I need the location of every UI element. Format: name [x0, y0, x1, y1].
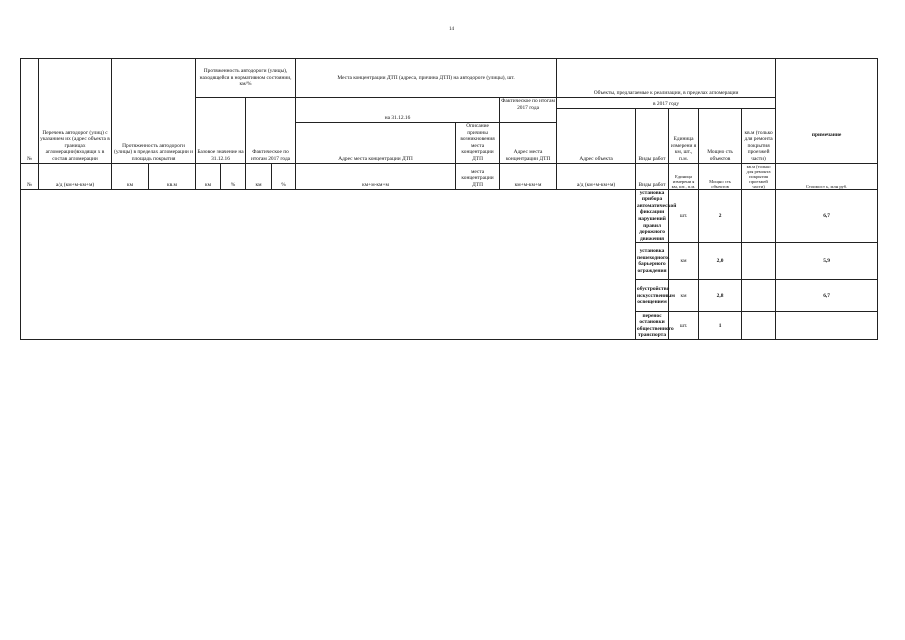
- capacity-cell: 2,8: [699, 280, 742, 312]
- header-actual-2017: Фактическое по итогам 2017 года: [246, 98, 296, 164]
- cost-cell: [776, 312, 878, 340]
- cost-cell: 6,7: [776, 280, 878, 312]
- units-num: №: [21, 163, 39, 189]
- units-cell: %: [221, 163, 246, 189]
- units-cell: кв.м (только для ремонта покрытия проезжей части): [742, 163, 776, 189]
- units-cell: км+м-км+м: [296, 163, 456, 189]
- work-cell: обустройство искусственным освещением: [636, 280, 669, 312]
- header-as-of: на 31.12.16: [296, 98, 500, 123]
- header-objects: Объекты, предлагаемые к реализации, в пределах агломерации: [557, 59, 776, 98]
- work-cell: перенос остановки общественного транспорта: [637, 312, 674, 339]
- header-actual-dtp: Фактическое по итогам 2017 года: [500, 98, 557, 123]
- work-cell: установка прибора автоматической фиксации нарушений правил дорожного движения: [637, 189, 677, 242]
- km-repair-cell: [742, 243, 776, 280]
- blank-area: [21, 189, 636, 340]
- header-work-types: Виды работ: [636, 109, 669, 164]
- header-in-2017: в 2017 году: [557, 98, 776, 109]
- units-cell: км: [196, 163, 221, 189]
- header-dtp-address: Адрес места концентрации ДТП: [296, 123, 456, 164]
- page-number: 14: [449, 27, 454, 32]
- units-cell: %: [272, 163, 296, 189]
- unit-cell: шт.: [669, 312, 699, 340]
- km-repair-cell: [742, 280, 776, 312]
- units-cell: км: [112, 163, 149, 189]
- km-repair-cell: [742, 312, 776, 340]
- header-roads: Перечень автодорог (улиц) с указанием их (адрес объекта в границах агломерации)входящи х в состав агломерации: [39, 59, 112, 164]
- header-dtp-address2: Адрес места концентрации ДТП: [500, 123, 557, 164]
- header-unit: Единица измерени я км, шт., п.м.: [669, 109, 699, 164]
- cost-cell: 5,9: [776, 243, 878, 280]
- unit-cell: км: [669, 280, 699, 312]
- unit-cell: шт.: [669, 189, 699, 243]
- table-row: [21, 189, 878, 243]
- km-repair-cell: [742, 189, 776, 243]
- capacity-cell: 1: [699, 312, 742, 340]
- header-capacity: Мощно сть объектов: [699, 109, 742, 164]
- header-object-address: Адрес объекта: [557, 109, 636, 164]
- header-normative: Протяженность автодороги (улицы), находящейся в нормативном состоянии, км/%: [196, 59, 296, 98]
- header-dtp-places: Места концентрации ДТП (адреса, причина ДТП) на автодороге (улицы), шт.: [296, 59, 557, 98]
- units-cell: км+м-км+м: [500, 163, 557, 189]
- header-base-value: Базовое значение на 31.12.16: [196, 98, 246, 164]
- header-km-repair: кв.м (только для ремонта покрытия проезжей части): [742, 109, 776, 164]
- units-cell: км: [246, 163, 272, 189]
- units-cell: а/д (км+м-км+м): [557, 163, 636, 189]
- cost-cell: 6,7: [776, 189, 878, 243]
- capacity-cell: 2,0: [699, 243, 742, 280]
- units-cell: Единица измерени я км, шт., п.м.: [669, 163, 699, 189]
- units-cell: Мощно сть объектов: [699, 163, 742, 189]
- units-cell: Стоимост ь, млн руб.: [776, 163, 878, 189]
- header-work-types-repeat: Виды работ: [636, 163, 669, 189]
- unit-cell: км: [669, 243, 699, 280]
- units-cell: кв.м: [149, 163, 196, 189]
- capacity-cell: 2: [699, 189, 742, 243]
- units-cell: а/д (км+м-км+м): [39, 163, 112, 189]
- header-dtp-causes: Описание причины возникновения места концентрации ДТП: [456, 123, 500, 164]
- data-table: [20, 58, 878, 340]
- work-cell: установка пешеходного, барьерного ограждения: [636, 243, 669, 280]
- header-length: Протяженность автодороги (улицы) в пределах агломерации и площадь покрытия: [112, 59, 196, 164]
- header-num: №: [21, 59, 39, 164]
- units-cell: места концентрации ДТП: [456, 163, 500, 189]
- header-remark: примечание: [776, 59, 878, 164]
